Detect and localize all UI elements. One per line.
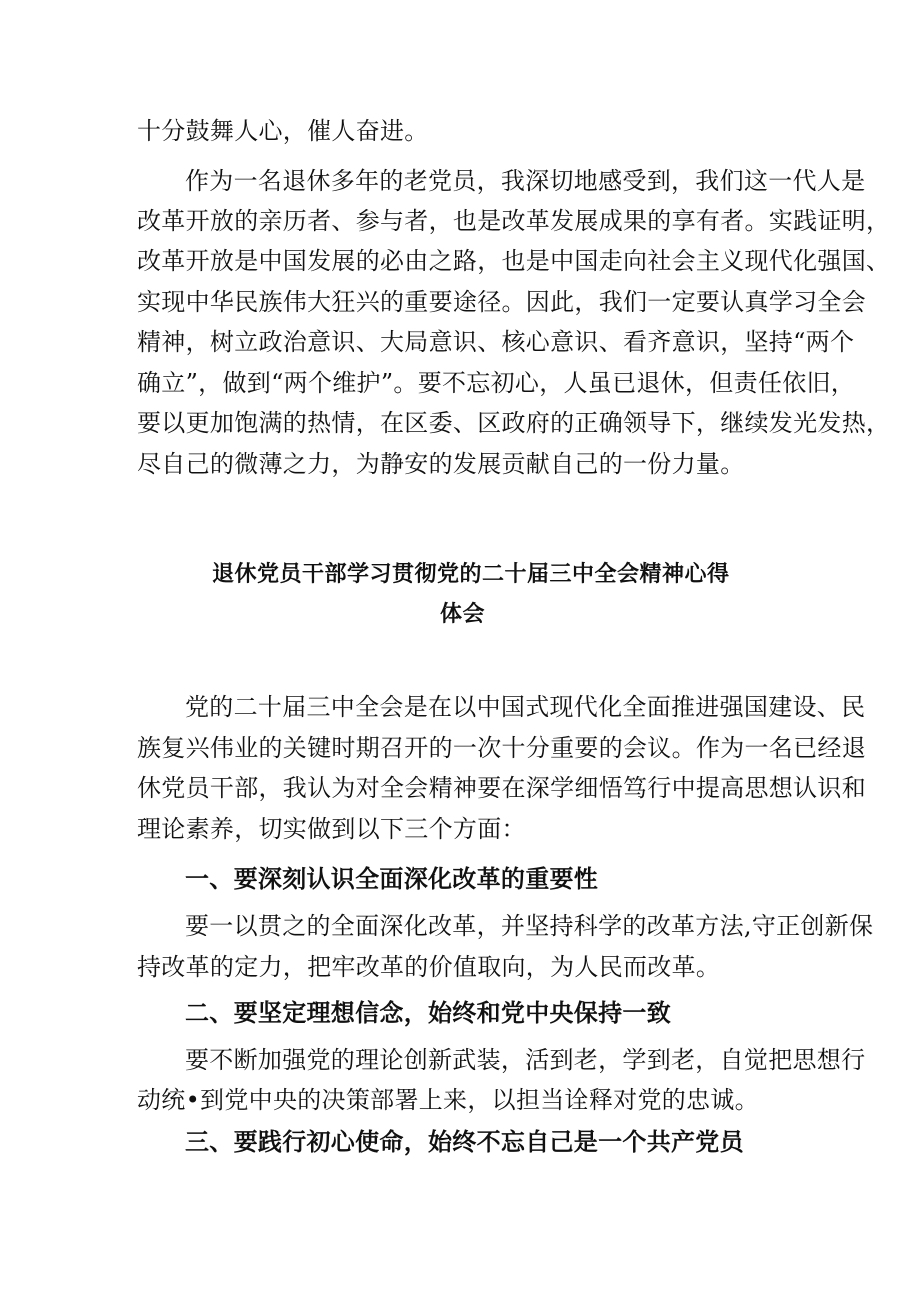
paragraph-line: 改革开放是中国发展的必由之路，也是中国走向社会主义现代化强国、 [137,247,891,275]
paragraph-line: 持改革的定力，把牢改革的价值取向，为人民而改革。 [137,953,721,981]
paragraph-line: 动统•到党中央的决策部署上来，以担当诠释对党的忠诚。 [137,1086,759,1114]
paragraph-line: 党的二十届三中全会是在以中国式现代化全面推进强国建设、民 [185,693,866,721]
paragraph-line: 实现中华民族伟大狂兴的重要途径。因此，我们一定要认真学习全会 [137,288,866,316]
paragraph-line: 族复兴伟业的关键时期召开的一次十分重要的会议。作为一名已经退 [137,734,866,762]
section-heading-3: 三、要践行初心使命，始终不忘自己是一个共产党员 [185,1127,744,1156]
paragraph-line: 确立”，做到“两个维护”。要不忘初心，人虽已退休，但责任依旧， [137,369,856,397]
paragraph-line: 要一以贯之的全面深化改革，并坚持科学的改革方法,守正创新保 [185,912,874,940]
article-title-line-2: 体会 [440,601,486,627]
paragraph-line: 尽自己的微薄之力，为静安的发展贡献自己的一份力量。 [137,450,745,478]
article-title-line-1: 退休党员干部学习贯彻党的二十届三中全会精神心得 [212,561,730,587]
paragraph-line: 理论素养，切实做到以下三个方面： [137,815,526,843]
paragraph-line: 改革开放的亲历者、参与者，也是改革发展成果的享有者。实践证明， [137,207,891,235]
paragraph-line: 作为一名退休多年的老党员，我深切地感受到，我们这一代人是 [185,167,866,195]
paragraph-line: 要以更加饱满的热情，在区委、区政府的正确领导下，继续发光发热， [137,409,891,437]
section-heading-2: 二、要坚定理想信念，始终和党中央保持一致 [185,998,671,1027]
section-heading-1: 一、要深刻认识全面深化改革的重要性 [185,864,599,893]
paragraph-line: 十分鼓舞人心，催人奋进。 [137,117,429,145]
paragraph-line: 精神，树立政治意识、大局意识、核心意识、看齐意识，坚持“两个 [137,328,855,356]
paragraph-line: 休党员干部，我认为对全会精神要在深学细悟笃行中提高思想认识和 [137,774,866,802]
paragraph-line: 要不断加强党的理论创新武装，活到老，学到老，自觉把思想行 [185,1046,866,1074]
